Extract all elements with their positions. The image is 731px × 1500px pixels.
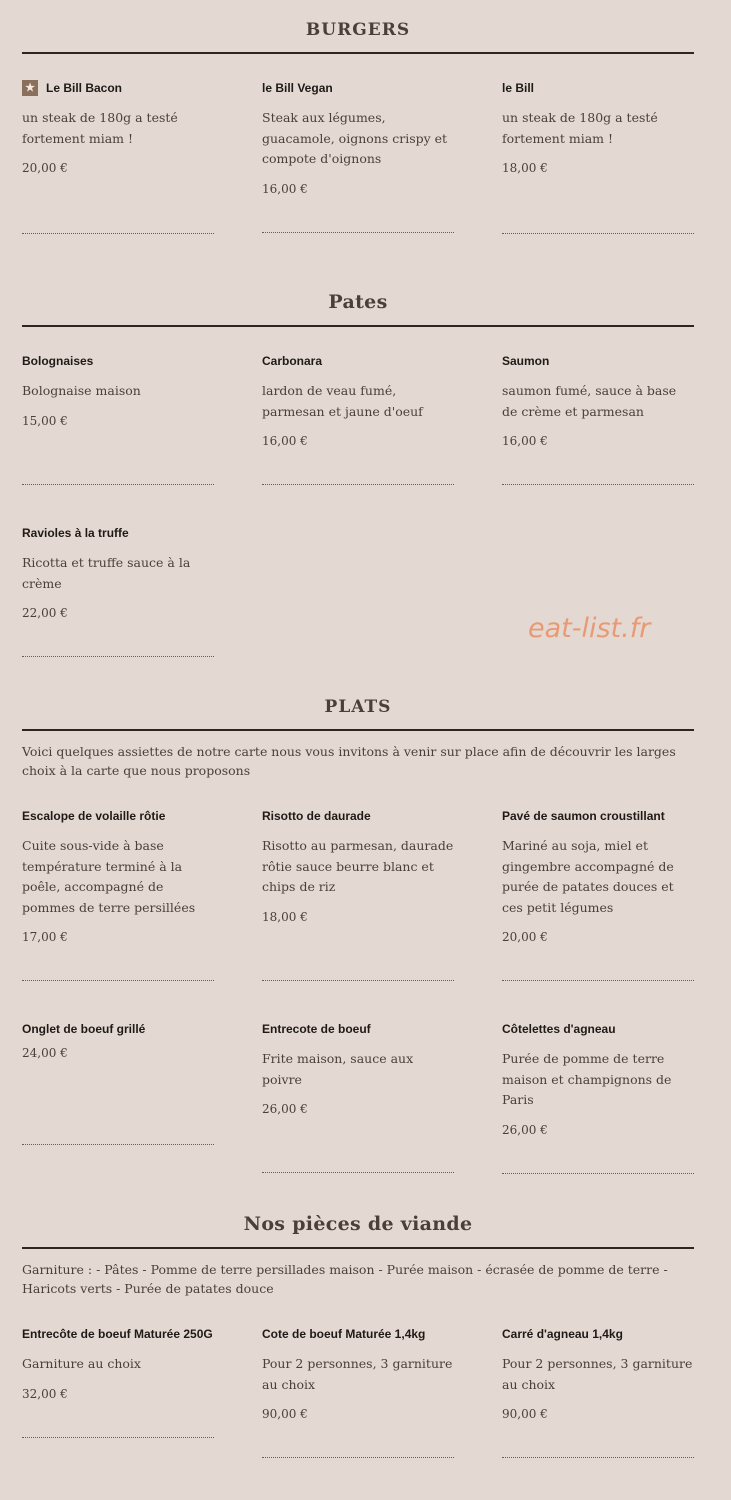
item-name: Côtelettes d'agneau	[502, 1022, 616, 1036]
item-price: 18,00 €	[502, 161, 548, 175]
menu-item	[502, 1019, 694, 1174]
item-description: Cuite sous-vide à base température terminé à la poêle, accompagné de pommes de terre persillées	[22, 838, 196, 915]
item-name: le Bill Vegan	[262, 81, 333, 95]
item-name: le Bill	[502, 81, 535, 95]
item-name: Entrecote de boeuf	[262, 1022, 371, 1036]
item-description: saumon fumé, sauce à base de crème et parmesan	[502, 383, 677, 419]
menu-item	[22, 1324, 214, 1458]
item-name: Pavé de saumon croustillant	[502, 809, 665, 823]
menu-item	[502, 806, 694, 981]
watermark-text: eat-list.fr	[528, 613, 651, 644]
menu-item	[502, 78, 694, 234]
item-description: Garniture au choix	[22, 1356, 141, 1371]
dotted-divider	[262, 484, 454, 485]
section-title: Nos pièces de viande	[22, 1213, 694, 1249]
item-name: Onglet de boeuf grillé	[22, 1022, 146, 1036]
item-price: 24,00 €	[22, 1046, 68, 1060]
item-description: Ricotta et truffe sauce à la crème	[22, 555, 191, 591]
item-price: 20,00 €	[22, 161, 68, 175]
item-price: 20,00 €	[502, 930, 548, 944]
star-icon: ★	[22, 80, 38, 96]
menu-item	[262, 1019, 454, 1174]
item-name: Cote de boeuf Maturée 1,4kg	[262, 1327, 426, 1341]
item-description: Pour 2 personnes, 3 garniture au choix	[262, 1356, 453, 1392]
item-price: 18,00 €	[262, 909, 308, 924]
item-name: Carré d'agneau 1,4kg	[502, 1327, 623, 1341]
item-price: 17,00 €	[22, 930, 68, 944]
dotted-divider	[22, 980, 214, 981]
item-price: 90,00 €	[262, 1407, 308, 1421]
item-name: Saumon	[502, 354, 550, 368]
item-price: 26,00 €	[502, 1122, 548, 1137]
dotted-divider	[502, 233, 694, 234]
item-name: Le Bill Bacon	[46, 81, 123, 95]
menu-item	[502, 351, 694, 485]
dotted-divider	[262, 1457, 454, 1458]
item-description: Purée de pomme de terre maison et champignons de Paris	[502, 1051, 672, 1107]
dotted-divider	[262, 232, 454, 233]
dotted-divider	[22, 656, 214, 657]
section-burgers	[22, 20, 694, 234]
item-price: 16,00 €	[262, 434, 308, 448]
section-pates	[22, 291, 694, 657]
item-price: 32,00 €	[22, 1386, 68, 1401]
dotted-divider	[262, 980, 454, 981]
item-description: Risotto au parmesan, daurade rôtie sauce beurre blanc et chips de riz	[262, 838, 454, 894]
item-description: Frite maison, sauce aux poivre	[262, 1051, 414, 1087]
item-price: 15,00 €	[22, 413, 68, 428]
menu-item	[262, 1324, 454, 1458]
section-intro: Garniture : - Pâtes - Pomme de terre persillades maison - Purée maison - écrasée de pomme de terre - Haricots verts - Purée de patates douce	[22, 1262, 668, 1296]
menu-item	[22, 806, 214, 981]
item-price: 26,00 €	[262, 1102, 308, 1116]
item-description: Pour 2 personnes, 3 garniture au choix	[502, 1356, 693, 1392]
item-price: 22,00 €	[22, 606, 68, 620]
section-intro: Voici quelques assiettes de notre carte nous vous invitons à venir sur place afin de découvrir les larges choix à la carte que nous proposons	[22, 744, 676, 778]
item-price: 16,00 €	[502, 434, 548, 448]
item-name: Carbonara	[262, 354, 323, 368]
dotted-divider	[22, 1437, 214, 1438]
menu-item	[22, 78, 214, 234]
item-name: Escalope de volaille rôtie	[22, 809, 166, 823]
menu-item	[502, 1324, 694, 1458]
item-description: un steak de 180g a testé fortement miam !	[502, 110, 658, 146]
menu-item	[262, 806, 454, 981]
item-price: 90,00 €	[502, 1407, 548, 1421]
item-description: lardon de veau fumé, parmesan et jaune d'oeuf	[262, 383, 423, 419]
item-name: Entrecôte de boeuf Maturée 250G	[22, 1327, 213, 1341]
item-name: Bolognaises	[22, 354, 94, 368]
menu-item	[22, 1019, 214, 1174]
section-viandes	[22, 1213, 694, 1458]
item-description: Mariné au soja, miel et gingembre accompagné de purée de patates douces et ces petit légumes	[502, 838, 674, 915]
section-title: Pates	[22, 291, 694, 327]
dotted-divider	[22, 1144, 214, 1145]
dotted-divider	[502, 1173, 694, 1174]
section-title: PLATS	[22, 697, 694, 731]
menu-item	[262, 351, 454, 485]
dotted-divider	[22, 233, 214, 234]
item-price: 16,00 €	[262, 181, 308, 196]
dotted-divider	[502, 1457, 694, 1458]
dotted-divider	[262, 1172, 454, 1173]
menu-item	[22, 523, 214, 657]
menu-item	[262, 78, 454, 234]
menu-item	[22, 351, 214, 485]
item-description: un steak de 180g a testé fortement miam !	[22, 110, 178, 146]
item-description: Bolognaise maison	[22, 383, 141, 398]
section-title: BURGERS	[22, 20, 694, 54]
dotted-divider	[502, 980, 694, 981]
section-plats	[22, 697, 694, 1174]
item-name: Risotto de daurade	[262, 809, 371, 823]
dotted-divider	[22, 484, 214, 485]
dotted-divider	[502, 484, 694, 485]
item-description: Steak aux légumes, guacamole, oignons crispy et compote d'oignons	[262, 110, 448, 166]
item-name: Ravioles à la truffe	[22, 526, 129, 540]
